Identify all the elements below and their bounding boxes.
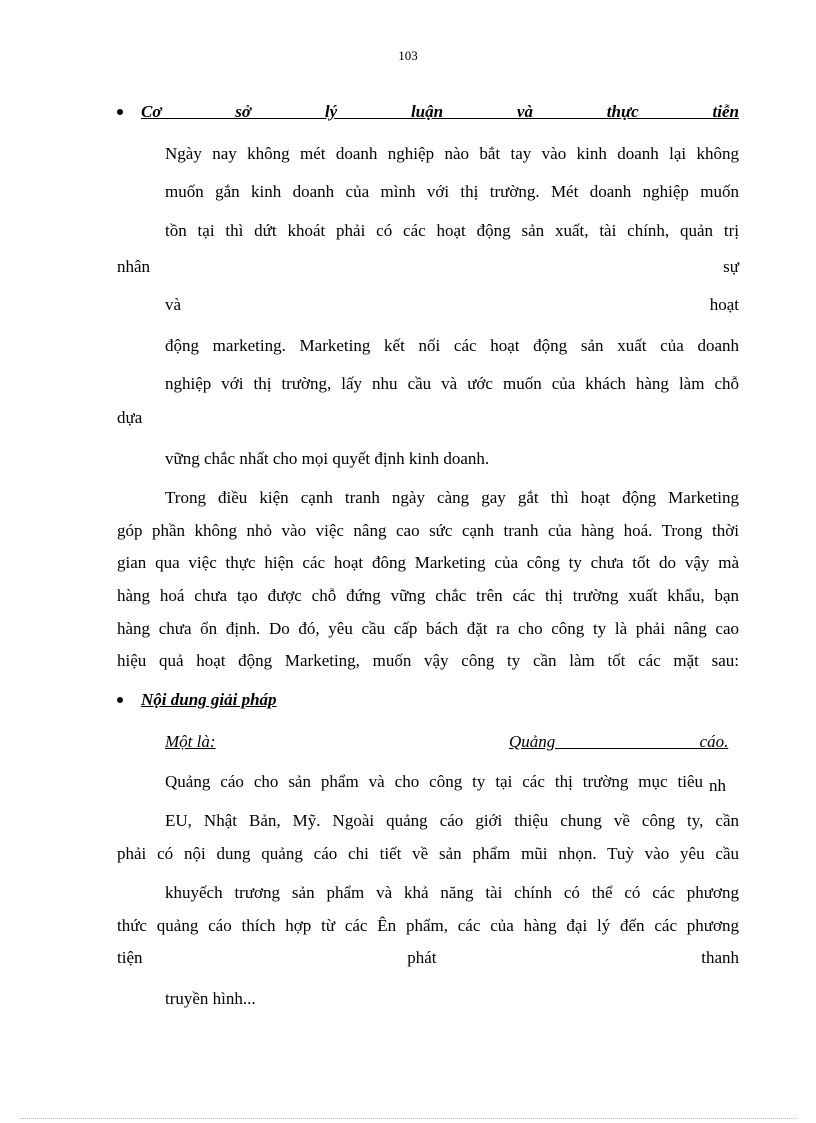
text-line: phải có nội dung quảng cáo chi tiết về sản phẩm mũi nhọn. Tuỳ vào yêu cầu (117, 844, 739, 863)
text-line: vững chắc nhất cho mọi quyết định kinh doanh. (165, 449, 490, 468)
text-line: Ngày nay không mét doanh nghiệp nào bắt tay vào kinh doanh lại không (165, 144, 739, 163)
text-line: muốn gắn kinh doanh của mình với thị trường. Mét doanh nghiệp muốn (165, 182, 739, 201)
text-line: hàng chưa ổn định. Do đó, yêu cầu cấp bách đặt ra cho công ty là phải nâng cao (117, 619, 739, 638)
text-line: động marketing. Marketing kết nối các hoạt động sản xuất của doanh (165, 336, 739, 355)
text-line: tồn tại thì dứt khoát phải có các hoạt động sản xuất, tài chính, quản trị (165, 221, 739, 240)
bullet-icon (117, 697, 123, 703)
text-line: thức quảng cáo thích hợp từ các Ên phẩm, các của hàng đại lý đến các phương (117, 916, 739, 935)
section-heading-solution: Nội dung giải pháp (141, 690, 277, 709)
text-line: khuyếch trương sản phẩm và khả năng tài chính có thể có các phương (165, 883, 739, 902)
bullet-icon (117, 109, 123, 115)
solution-one-title: Quảng cáo. (509, 732, 729, 751)
text-line: hiệu quả hoạt động Marketing, muốn vậy công ty cần làm tốt các mặt sau: (117, 651, 739, 670)
text-line: truyền hình... (165, 989, 256, 1008)
text-line: góp phần không nhỏ vào việc nâng cao sức cạnh tranh của hàng hoá. Trong thời (117, 521, 739, 540)
text-line: nghiệp với thị trường, lấy nhu cầu và ước muốn của khách hàng làm chỗ (165, 374, 739, 393)
text-line: gian qua việc thực hiện các hoạt đông Marketing của công ty chưa tốt do vậy mà (117, 553, 739, 572)
text-line: tiện phát thanh (117, 948, 739, 967)
page-number: 103 (398, 48, 418, 63)
text-line: và hoạt (165, 295, 739, 314)
text-line: hàng hoá chưa tạo được chỗ đứng vững chắc trên các thị trường xuất khẩu, bạn (117, 586, 739, 605)
section-heading-theory: Cơ sở lý luận và thực tiễn (141, 102, 739, 121)
text-line: Quảng cáo cho sản phẩm và cho công ty tại các thị trường mục tiêu (165, 772, 703, 791)
solution-one-label: Một là: (165, 732, 216, 751)
text-overflow-fragment: nh (709, 776, 726, 795)
text-line: nhân sự (117, 257, 739, 276)
text-line: dựa (117, 408, 143, 427)
page-bottom-rule (20, 1118, 796, 1119)
text-line: EU, Nhật Bản, Mỹ. Ngoài quảng cáo giới thiệu chung về công ty, cần (165, 811, 739, 830)
text-line: Trong điều kiện cạnh tranh ngày càng gay gắt thì hoạt động Marketing (165, 488, 739, 507)
